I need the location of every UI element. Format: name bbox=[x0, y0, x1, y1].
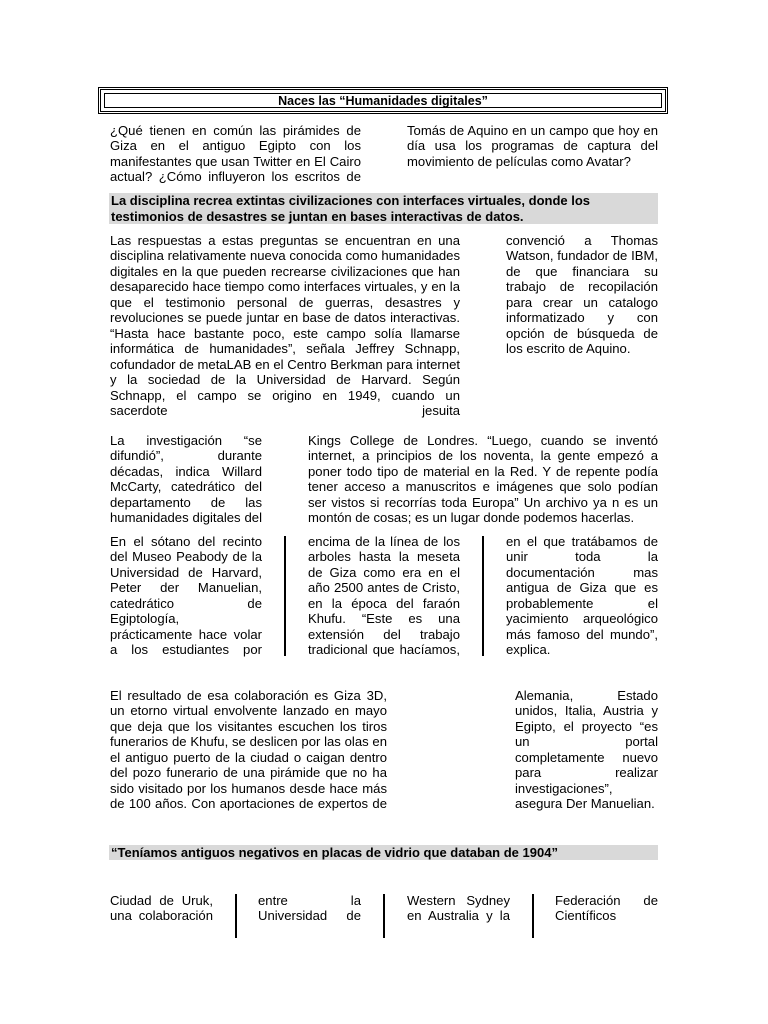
section3-column-3: en el que tratábamos de unir toda la documentación mas antigua de Giza que es probablemente el yacimiento arqueológico más famoso del mundo”, explica. bbox=[506, 534, 658, 658]
section3-column-2: encima de la línea de los arboles hasta la meseta de Giza como era en el año 2500 antes de Cristo, en la época del faraón Khufu. “Este es una extensión del trabajo tradicional que hacíamos, bbox=[308, 534, 460, 658]
intro-left-column: ¿Qué tienen en común las pirámides de Giza en el antiguo Egipto con los manifestantes que usan Twitter en El Cairo actual? ¿Cómo influyeron los escritos de bbox=[110, 123, 361, 185]
pull-quote: “Teníamos antiguos negativos en placas de vidrio que databan de 1904” bbox=[109, 845, 658, 860]
section1-left-column: Las respuestas a estas preguntas se encuentran en una disciplina relativamente nueva conocida como humanidades digitales en la que pueden recrearse civilizaciones que han desaparecido hace tiempo como interfaces virtuales, y en la que el testimonio personal de guerras, desastres y revoluciones se puede juntar en base de datos interactivas. “Hasta hace bastante poco, este campo solía llamarse informática de humanidades”, señala Jeffrey Schnapp, cofundador de metaLAB en el Centro Berkman para internet y la sociedad de la Universidad de Harvard. Según Schnapp, el campo se origino en 1949, cuando un sacerdote jesuita bbox=[110, 233, 460, 418]
section4-right-column: Alemania, Estado unidos, Italia, Austria y Egipto, el proyecto “es un portal completamente nuevo para realizar investigaciones”, asegura Der Manuelian. bbox=[515, 688, 658, 812]
section4-left-column: El resultado de esa colaboración es Giza 3D, un etorno virtual envolvente lanzado en mayo que deja que los visitantes escuchen los tiros funerarios de Khufu, se deslicen por las olas en el antiguo puerto de la ciudad o caigan dentro del pozo funerario de una pirámide que no ha sido visitado por los humanos desde hace más de 100 años. Con aportaciones de expertos de bbox=[110, 688, 387, 812]
section2-right-column: Kings College de Londres. “Luego, cuando se inventó internet, a principios de los noventa, la gente empezó a poner todo tipo de material en la Red. Y de repente podía tener acceso a manuscritos e imágenes que solo podían ser vistos si recorrías toda Europa” Un archivo ya n es un montón de cosas; es un lugar donde podemos hacerlas. bbox=[308, 433, 658, 526]
article-title: Naces las “Humanidades digitales” bbox=[278, 93, 488, 108]
column-divider bbox=[482, 536, 484, 656]
section5-column-2: entre la Universidad de bbox=[258, 893, 361, 924]
column-divider bbox=[383, 894, 385, 938]
intro-right-column: Tomás de Aquino en un campo que hoy en día usa los programas de captura del movimiento de películas como Avatar? bbox=[407, 123, 658, 169]
column-divider bbox=[235, 894, 237, 938]
section5-column-3: Western Sydney en Australia y la bbox=[407, 893, 510, 924]
section5-column-1: Ciudad de Uruk, una colaboración bbox=[110, 893, 213, 924]
section3-column-1: En el sótano del recinto del Museo Peabody de la Universidad de Harvard, Peter der Manuelian, catedrático de Egiptología, prácticamente hace volar a los estudiantes por bbox=[110, 534, 262, 658]
section5-column-4: Federación de Científicos bbox=[555, 893, 658, 924]
lead-highlight: La disciplina recrea extintas civilizaciones con interfaces virtuales, donde los testimonios de desastres se juntan en bases interactivas de datos. bbox=[109, 193, 658, 224]
column-divider bbox=[284, 536, 286, 656]
article-title-box bbox=[98, 87, 668, 114]
section1-right-column: convenció a Thomas Watson, fundador de IBM, de que financiara su trabajo de recopilación para crear un catalogo informatizado y con opción de búsqueda de los escrito de Aquino. bbox=[506, 233, 658, 357]
section2-left-column: La investigación “se difundió”, durante décadas, indica Willard McCarty, catedrático del departamento de las humanidades digitales del bbox=[110, 433, 262, 526]
column-divider bbox=[532, 894, 534, 938]
